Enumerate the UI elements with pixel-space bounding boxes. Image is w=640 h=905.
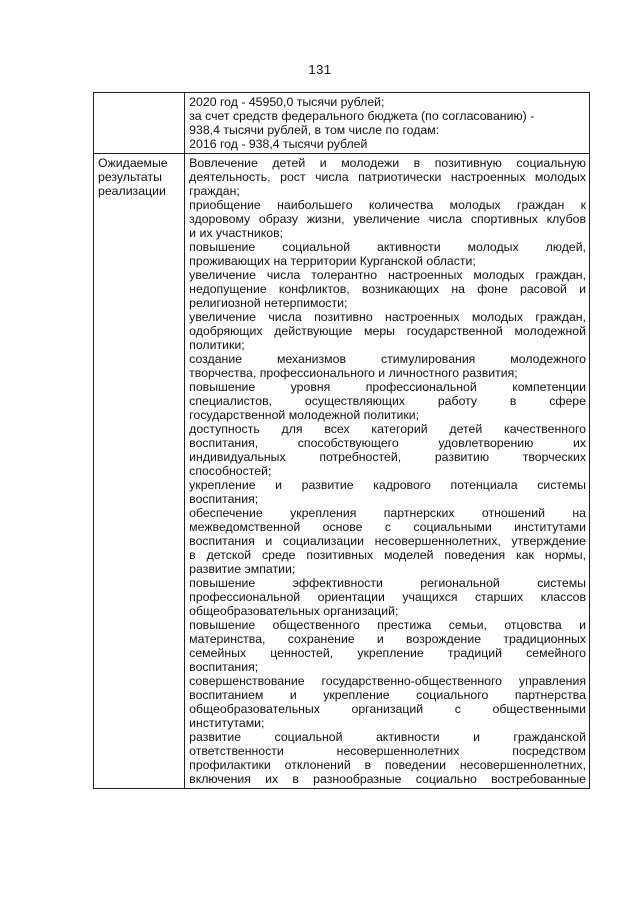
results-line: обеспечение укрепления партнерских отношений на <box>189 506 586 520</box>
funding-line: 938,4 тысячи рублей, в том числе по годам: <box>189 123 440 137</box>
results-line: институтами; <box>189 716 265 730</box>
results-line: воспитанием и укрепление социального партнерства <box>189 688 586 702</box>
results-line: воспитания; <box>189 492 259 506</box>
results-line: повышение общественного престижа семьи, отцовства и <box>189 618 586 632</box>
results-line: включения их в разнообразные социально востребованные <box>189 772 586 786</box>
row-label-line: реализации <box>98 184 166 198</box>
results-line: недопущение конфликтов, возникающих на фоне расовой и <box>189 282 586 296</box>
results-line: и их участников; <box>189 226 284 240</box>
results-line: политики; <box>189 338 245 352</box>
row-label-cell <box>94 154 185 789</box>
results-line: в детской среде позитивных моделей поведения как нормы, <box>189 548 586 562</box>
page-number: 131 <box>308 62 332 77</box>
results-line: религиозной нетерпимости; <box>189 296 348 310</box>
results-line: семейных ценностей, укрепление традиций семейного <box>189 646 586 660</box>
funding-cell <box>185 93 590 154</box>
results-line: профилактики отклонений в поведении несовершеннолетних, <box>189 758 586 772</box>
results-line: укрепление и развитие кадрового потенциала системы <box>189 478 586 492</box>
results-line: доступность для всех категорий детей качественного <box>189 422 586 436</box>
results-line: деятельность, рост числа патриотически настроенных молодых <box>189 170 586 184</box>
results-line: специалистов, осуществляющих работу в сфере <box>189 394 586 408</box>
results-line: повышение уровня профессиональной компетенции <box>189 380 586 394</box>
results-line: способностей; <box>189 464 272 478</box>
results-line: индивидуальных потребностей, развитию творческих <box>189 450 586 464</box>
results-line: совершенствование государственно-общественного управления <box>189 674 586 688</box>
results-line: здоровому образу жизни, увеличение числа спортивных клубов <box>189 212 586 226</box>
results-line: приобщение наибольшего количества молодых граждан к <box>189 198 586 212</box>
results-line: увеличение числа позитивно настроенных молодых граждан, <box>189 310 586 324</box>
results-line: повышение социальной активности молодых людей, <box>189 240 586 254</box>
row-label-cell <box>94 93 185 154</box>
results-line: творчества, профессионального и личностного развития; <box>189 366 518 380</box>
results-line: ответственности несовершеннолетних посредством <box>189 744 586 758</box>
results-line: государственной молодежной политики; <box>189 408 420 422</box>
results-line: воспитания и социализации несовершеннолетних, утверждение <box>189 534 586 548</box>
results-line: профессиональной ориентации учащихся старших классов <box>189 590 586 604</box>
results-line: повышение эффективности региональной системы <box>189 576 586 590</box>
results-line: Вовлечение детей и молодежи в позитивную социальную <box>189 156 586 170</box>
results-line: развитие эмпатии; <box>189 562 296 576</box>
expected-results-cell <box>185 154 590 789</box>
results-line: общеобразовательных организаций с общественными <box>189 702 586 716</box>
funding-line: за счет средств федерального бюджета (по согласованию) - <box>189 109 535 123</box>
results-line: воспитания, способствующего удовлетворению их <box>189 436 586 450</box>
table-row <box>94 93 590 154</box>
funding-line: 2016 год - 938,4 тысячи рублей <box>189 137 368 151</box>
results-line: развитие социальной активности и гражданской <box>189 730 586 744</box>
results-line: общеобразовательных организаций; <box>189 604 399 618</box>
results-line: создание механизмов стимулирования молодежного <box>189 352 586 366</box>
results-line: проживающих на территории Курганской области; <box>189 254 476 268</box>
funding-line: 2020 год - 45950,0 тысячи рублей; <box>189 95 385 109</box>
results-line: граждан; <box>189 184 240 198</box>
row-label-line: результаты <box>98 170 162 184</box>
row-label-line: Ожидаемые <box>98 156 168 170</box>
results-line: воспитания; <box>189 660 259 674</box>
results-line: одобряющих действующие меры государственной молодежной <box>189 324 586 338</box>
program-passport-table <box>93 92 590 789</box>
results-line: межведомственной основе с социальными институтами <box>189 520 586 534</box>
table-row <box>94 154 590 789</box>
results-line: увеличение числа толерантно настроенных молодых граждан, <box>189 268 586 282</box>
results-line: материнства, сохранение и возрождение традиционных <box>189 632 586 646</box>
